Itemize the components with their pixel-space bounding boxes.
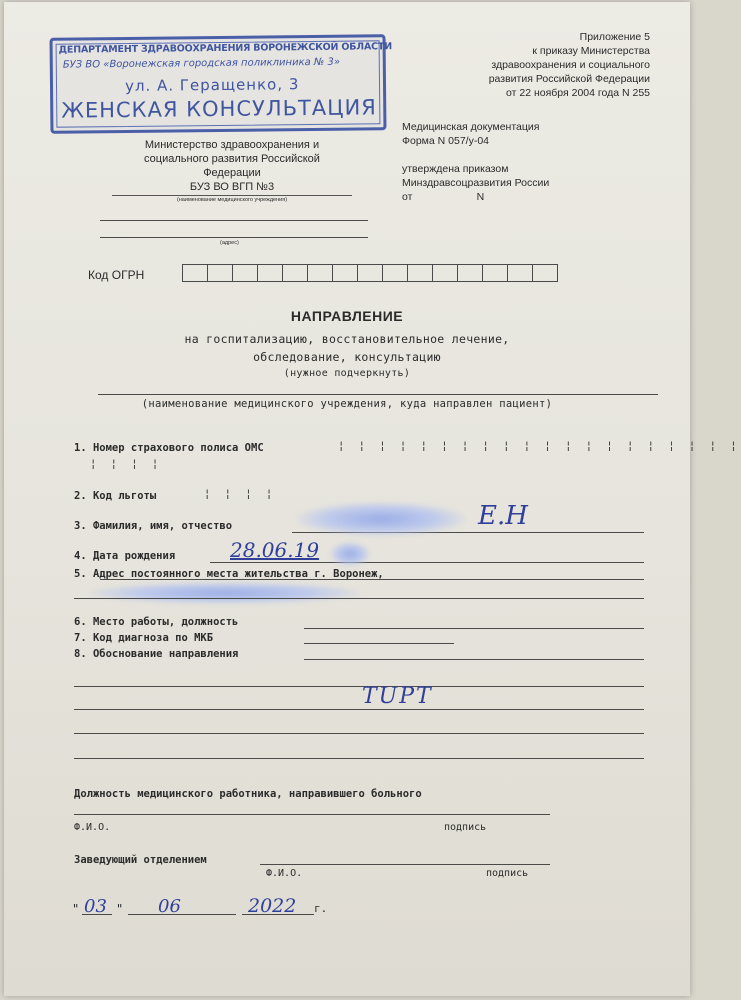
document-subtitle-3: (нужное подчеркнуть) (283, 368, 411, 379)
stamp-line-3: ул. А. Геращенко, 3 (124, 75, 300, 95)
appendix-line: развития Российской Федерации (488, 73, 650, 85)
ogrn-box[interactable] (457, 264, 482, 282)
destination-line (98, 394, 658, 395)
justification-line-2 (74, 686, 644, 687)
handwritten-initials: Е.Н (478, 501, 528, 531)
ogrn-box[interactable] (307, 264, 332, 282)
field-workplace: 6. Место работы, должность (74, 616, 239, 628)
ogrn-box[interactable] (407, 264, 432, 282)
institution-caption: (наименование медицинского учреждения) (112, 195, 352, 204)
birth-date-line (210, 562, 644, 563)
medrec-line (402, 148, 549, 162)
redacted-surname (296, 502, 466, 536)
appendix-line: к приказу Министерства (532, 45, 650, 57)
ogrn-box[interactable] (432, 264, 457, 282)
stamp-line-2: БУЗ ВО «Воронежская городская поликлиника № 3» (62, 56, 341, 71)
destination-caption: (наименование медицинского учреждения, куда направлен пациент) (141, 398, 553, 410)
field-birth-date: 4. Дата рождения (74, 550, 176, 562)
month-line (128, 914, 236, 915)
field-justification: 8. Обоснование направления (74, 648, 239, 660)
diagnosis-code-line (304, 643, 454, 644)
ogrn-box[interactable] (282, 264, 307, 282)
workplace-line (304, 628, 644, 629)
year-suffix: г. (314, 902, 328, 915)
document-subtitle-2: обследование, консультацию (253, 350, 441, 364)
stamp-line-1: ДЕПАРТАМЕНТ ЗДРАВООХРАНЕНИЯ ВОРОНЕЖСКОЙ ОБЛАСТИ (58, 41, 392, 56)
medrec-line: от N (402, 191, 485, 203)
department-head-label: Заведующий отделением (74, 854, 207, 866)
redacted-address (90, 582, 360, 604)
ogrn-box[interactable] (357, 264, 382, 282)
address-line-cont (74, 598, 644, 599)
department-head-line (260, 864, 550, 865)
ogrn-box[interactable] (232, 264, 257, 282)
ogrn-box[interactable] (207, 264, 232, 282)
ogrn-boxes[interactable] (182, 264, 558, 282)
date-quote-open: " (72, 902, 80, 916)
appendix-note (489, 30, 650, 100)
field-diagnosis-code: 7. Код диагноза по МКБ (74, 632, 214, 644)
policy-number-boxes-cont[interactable]: ¦ ¦ ¦ ¦ (90, 458, 163, 470)
field-address: 5. Адрес постоянного места жительства г. Воронеж, (74, 568, 384, 580)
justification-line (304, 659, 644, 660)
date-quote-close: " (116, 902, 124, 916)
medrec-line: утверждена приказом (402, 163, 509, 175)
justification-line-3 (74, 709, 644, 710)
medrec-line: Форма N 057/у-04 (402, 135, 489, 147)
justification-line-4 (74, 733, 644, 734)
address-line (100, 579, 644, 580)
institution-name: БУЗ ВО ВГП №3 (189, 181, 275, 193)
head-fio-caption: Ф.И.О. (266, 868, 303, 879)
referrer-line (74, 814, 550, 815)
justification-line-5 (74, 758, 644, 759)
appendix-line: от 22 ноября 2004 года N 255 (506, 87, 650, 99)
ogrn-box[interactable] (257, 264, 282, 282)
ogrn-label: Код ОГРН (88, 268, 145, 282)
year-line (242, 914, 314, 915)
appendix-line: Приложение 5 (579, 31, 650, 43)
handwritten-birth-date: 28.06.19 (230, 538, 320, 562)
benefit-code-boxes[interactable]: ¦ ¦ ¦ ¦ (204, 488, 277, 500)
field-benefit-code: 2. Код льготы (74, 490, 157, 502)
handwritten-year: 2022 (248, 895, 297, 917)
redacted-birth-year (330, 542, 370, 566)
field-full-name: 3. Фамилия, имя, отчество (74, 520, 233, 532)
ogrn-box[interactable] (532, 264, 558, 282)
ogrn-box[interactable] (332, 264, 357, 282)
ogrn-box[interactable] (382, 264, 407, 282)
ministry-line: Федерации (203, 167, 261, 179)
day-line (82, 914, 112, 915)
referrer-fio-caption: Ф.И.О. (74, 822, 111, 833)
ogrn-box[interactable] (182, 264, 207, 282)
ogrn-box[interactable] (482, 264, 507, 282)
field-insurance-policy: 1. Номер страхового полиса ОМС (74, 442, 264, 454)
handwritten-justification: TUPT (362, 684, 433, 709)
referrer-position-label: Должность медицинского работника, направившего больного (74, 788, 422, 800)
medical-doc-block (402, 120, 549, 204)
policy-number-boxes[interactable]: ¦ ¦ ¦ ¦ ¦ ¦ ¦ ¦ ¦ ¦ ¦ ¦ ¦ ¦ ¦ ¦ ¦ ¦ ¦ ¦ (338, 440, 741, 452)
ministry-line: Министерство здравоохранения и (144, 139, 320, 151)
handwritten-month: 06 (158, 896, 181, 917)
document-title: НАПРАВЛЕНИЕ (290, 308, 404, 324)
document-subtitle-1: на госпитализацию, восстановительное лечение, (184, 332, 510, 346)
institution-stamp (50, 34, 392, 134)
address-line-2 (100, 237, 368, 238)
ogrn-box[interactable] (507, 264, 532, 282)
appendix-line: здравоохранения и социального (491, 59, 650, 71)
document-page (4, 2, 741, 996)
stamp-line-4: ЖЕНСКАЯ КОНСУЛЬТАЦИЯ (61, 95, 377, 123)
referrer-signature-caption: подпись (444, 822, 487, 833)
medrec-line: Минздравсоцразвития России (402, 177, 550, 189)
head-signature-caption: подпись (486, 868, 529, 879)
handwritten-day: 03 (84, 896, 107, 917)
ministry-block (112, 138, 352, 204)
medrec-line: Медицинская документация (402, 121, 540, 133)
ministry-line: социального развития Российской (144, 153, 320, 165)
address-caption: (адрес) (220, 240, 239, 246)
address-line-1 (100, 220, 368, 221)
